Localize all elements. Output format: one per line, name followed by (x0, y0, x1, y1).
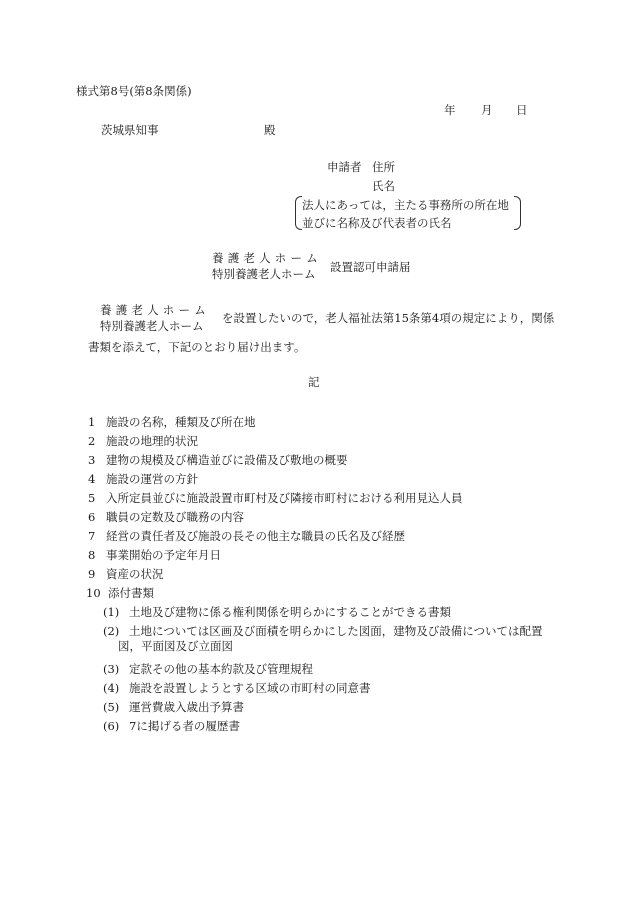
list-item: 7 経営の責任者及び施設の長その他主な職員の氏名及び経歴 (88, 529, 405, 543)
list-item: 4 施設の運営の方針 (88, 472, 198, 486)
addressee-honorific: 殿 (264, 123, 276, 137)
sub-list-item: (4) 施設を設置しようとする区域の市町村の同意書 (103, 681, 371, 695)
applicant-label: 申請者 (327, 160, 362, 174)
applicant-name-label: 氏名 (372, 179, 395, 193)
list-item: 5 入所定員並びに施設設置市町村及び隣接市町村における利用見込人員 (88, 491, 463, 505)
ki-heading: 記 (308, 375, 320, 389)
sub-list-item: (1) 土地及び建物に係る権利関係を明らかにすることができる書類 (103, 605, 451, 619)
sub-list-item: (3) 定款その他の基本約款及び管理規程 (103, 662, 313, 676)
date-day: 日 (516, 103, 528, 117)
list-item: 8 事業開始の予定年月日 (88, 548, 221, 562)
sub-list-item: (5) 運営費歳入歳出予算書 (103, 700, 244, 714)
list-item: 2 施設の地理的状況 (88, 434, 198, 448)
corp-note-line2: 並びに名称及び代表者の氏名 (302, 216, 452, 230)
list-item: 1 施設の名称，種類及び所在地 (88, 415, 256, 429)
applicant-address-label: 住所 (372, 160, 395, 174)
sub-list-item-continuation: 図，平面図及び立面図 (118, 639, 233, 653)
body-facility-type1: 養護老人ホーム (100, 303, 210, 317)
document-title: 設置認可申請届 (330, 260, 411, 274)
form-number: 様式第8号(第8条関係) (76, 84, 192, 98)
title-facility-type2: 特別養護老人ホーム (212, 267, 316, 281)
date-month: 月 (481, 103, 493, 117)
list-item: 10 添付書類 (86, 586, 154, 600)
sub-list-item: (6) 7に掲げる者の履歴書 (103, 719, 240, 733)
left-bracket (295, 196, 302, 230)
body-facility-type2: 特別養護老人ホーム (100, 319, 204, 333)
list-item: 3 建物の規模及び構造並びに設備及び敷地の概要 (88, 453, 348, 467)
body-text-line1: を設置したいので，老人福祉法第15条第4項の規定により，関係 (222, 311, 555, 325)
corp-note-line1: 法人にあっては，主たる事務所の所在地 (302, 198, 509, 212)
right-bracket (514, 196, 521, 230)
addressee-name: 茨城県知事 (101, 123, 159, 137)
sub-list-item: (2) 土地については区画及び面積を明らかにした図面，建物及び設備については配置 (103, 624, 543, 638)
list-item: 6 職員の定数及び職務の内容 (88, 510, 244, 524)
list-item: 9 資産の状況 (88, 567, 164, 581)
date-year: 年 (444, 103, 456, 117)
title-facility-type1: 養護老人ホーム (212, 251, 322, 265)
body-text-line2: 書類を添えて，下記のとおり届け出ます。 (88, 340, 306, 354)
